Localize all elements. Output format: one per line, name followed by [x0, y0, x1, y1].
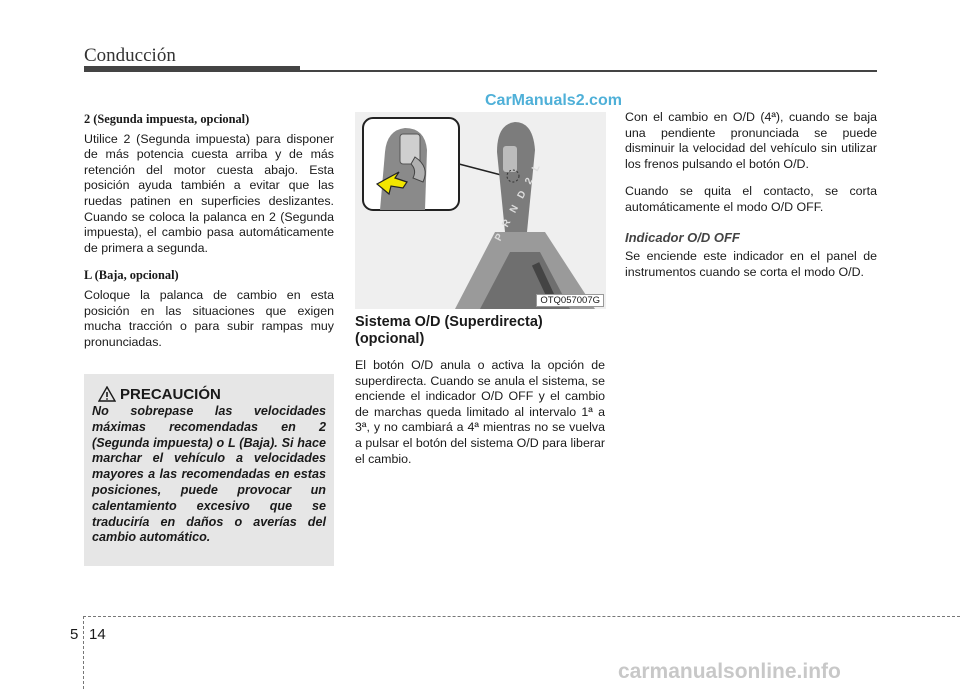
header-bar-thin [300, 70, 877, 72]
od-descent-text: Con el cambio en O/D (4ª), cuando se baja una pendiente pronunciada se puede disminuir la velocidad del vehículo sin utilizar los frenos pulsando el botón O/D. [625, 110, 877, 171]
warning-triangle-icon [98, 386, 116, 402]
page-header-title: Conducción [84, 45, 176, 66]
gear-letter-r: R [500, 217, 514, 230]
page-number: 14 [89, 626, 106, 643]
column-middle [355, 314, 605, 479]
low-gear-text: Coloque la palanca de cambio en esta posición en las situaciones que exigen mucha tracción o para subir rampas muy pronunciadas. [84, 287, 334, 349]
column-right [625, 110, 877, 292]
od-ignition-text: Cuando se quita el contacto, se corta automáticamente el modo O/D OFF. [625, 184, 877, 214]
od-off-indicator-heading: Indicador O/D OFF [625, 229, 740, 245]
watermark-bottom: carmanualsonline.info [618, 660, 841, 683]
caution-box [84, 374, 334, 566]
footer-rule-horizontal [83, 616, 960, 617]
shift-lever-illustration [355, 112, 606, 309]
gear-letter-p: P [493, 232, 506, 244]
second-gear-text: Utilice 2 (Segunda impuesta) para disponer de más potencia cuesta arriba y de más retención del motor cuesta abajo. Esta posición ayuda también a evitar que las ruedas patinen en superficies deslizantes. Cuando se coloca la palanca en 2 (Segunda impuesta), el cambio pasa automáticamente de primera a segunda. [84, 131, 334, 255]
od-section-text: El botón O/D anula o activa la opción de superdirecta. Cuando se anula el sistema, se enciende el indicador O/D OFF y el cambio de marchas queda limitado al intervalo 1ª a 3ª, y no cambiará a 4ª mientras no se vuelva a pulsar el botón del sistema O/D para liberar el cambio. [355, 358, 605, 466]
second-gear-heading: 2 (Segunda impuesta, opcional) [84, 112, 250, 126]
header-bar-thick [84, 66, 300, 72]
low-gear-heading: L (Baja, opcional) [84, 268, 179, 283]
gear-letter-d: D [515, 189, 529, 201]
od-off-indicator-text: Se enciende este indicador en el panel de instrumentos cuando se corta el modo O/D. [625, 249, 877, 279]
gear-letter-l: L [530, 162, 543, 174]
shift-lever-figure [355, 112, 606, 309]
od-section-heading: Sistema O/D (Superdirecta) (opcional) [355, 314, 543, 347]
gear-letter-2: 2 [523, 176, 536, 187]
chapter-number: 5 [70, 626, 79, 643]
gear-letter-n: N [507, 203, 522, 215]
footer-rule-vertical [83, 616, 84, 689]
watermark-top: CarManuals2.com [485, 92, 622, 109]
caution-title: PRECAUCIÓN [120, 386, 221, 403]
caution-text: No sobrepase las velocidades máximas recomendadas en 2 (Segunda impuesta) o L (Baja). Si hace marchar el vehículo a velocidades mayores a las recomendadas en estas posiciones, puede provocar un calentamiento excesivo que se traduciría en daños o averías del cambio automático. [92, 404, 326, 545]
column-left [84, 112, 334, 362]
figure-caption: OTQ057007G [536, 294, 604, 307]
